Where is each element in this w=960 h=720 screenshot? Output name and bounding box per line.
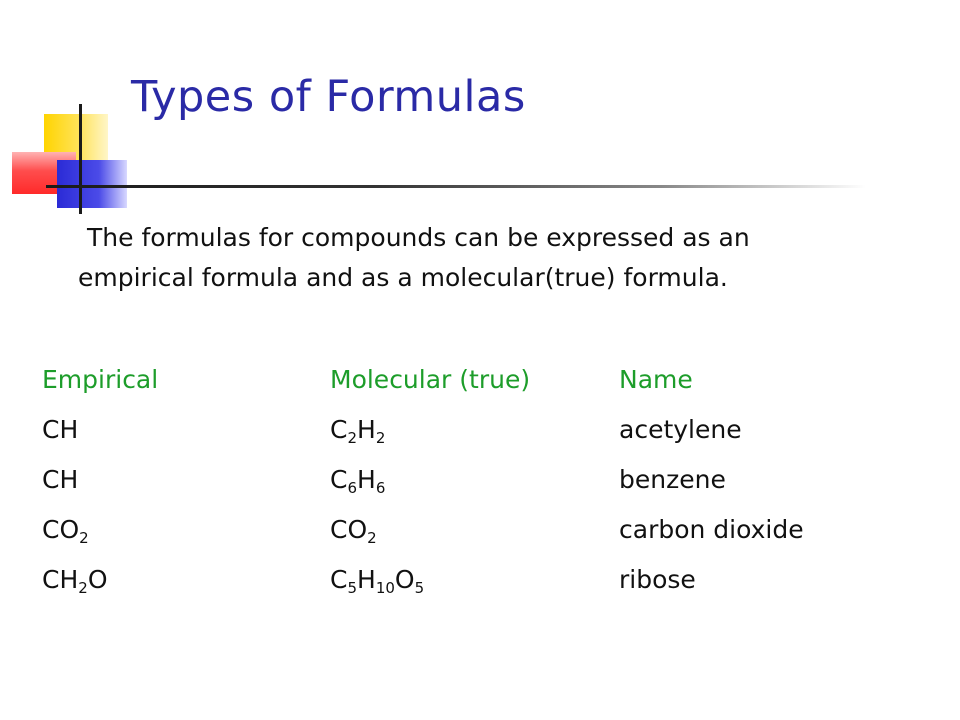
subscript: 5 <box>347 579 358 597</box>
intro-paragraph <box>78 218 898 298</box>
subscript: 10 <box>375 579 395 597</box>
subscript: 2 <box>375 429 386 447</box>
compound-name: carbon dioxide <box>619 515 804 544</box>
intro-line-2: empirical formula and as a molecular(true) formula. <box>78 263 728 292</box>
subscript: 2 <box>79 529 89 547</box>
molecular-formula: $C_6H_6$ <box>330 465 386 497</box>
subscript: 2 <box>347 429 358 447</box>
compound-name: ribose <box>619 565 696 594</box>
empirical-formula: CH <box>42 415 79 444</box>
subscript: 2 <box>367 529 377 547</box>
title-underline <box>46 185 866 188</box>
subscript: 5 <box>414 579 425 597</box>
slide-title: Types of Formulas <box>131 72 526 122</box>
header-molecular: Molecular (true) <box>330 365 531 394</box>
intro-line-1: The formulas for compounds can be expressed as an <box>87 223 750 252</box>
molecular-formula: $CO_2$ <box>330 515 377 547</box>
empirical-formula: $CH_2O$ <box>42 565 108 597</box>
compound-name: acetylene <box>619 415 742 444</box>
subscript: 6 <box>375 479 386 497</box>
header-name: Name <box>619 365 693 394</box>
subscript: 2 <box>78 579 88 597</box>
decor-vertical-line <box>79 104 82 214</box>
compound-name: benzene <box>619 465 726 494</box>
molecular-formula: $C_5H_{10}O_5$ <box>330 565 425 597</box>
molecular-formula: $C_2H_2$ <box>330 415 386 447</box>
empirical-formula: CH <box>42 465 79 494</box>
header-empirical: Empirical <box>42 365 159 394</box>
subscript: 6 <box>347 479 358 497</box>
empirical-formula: $CO_2$ <box>42 515 89 547</box>
decor-blue-square <box>57 160 127 208</box>
